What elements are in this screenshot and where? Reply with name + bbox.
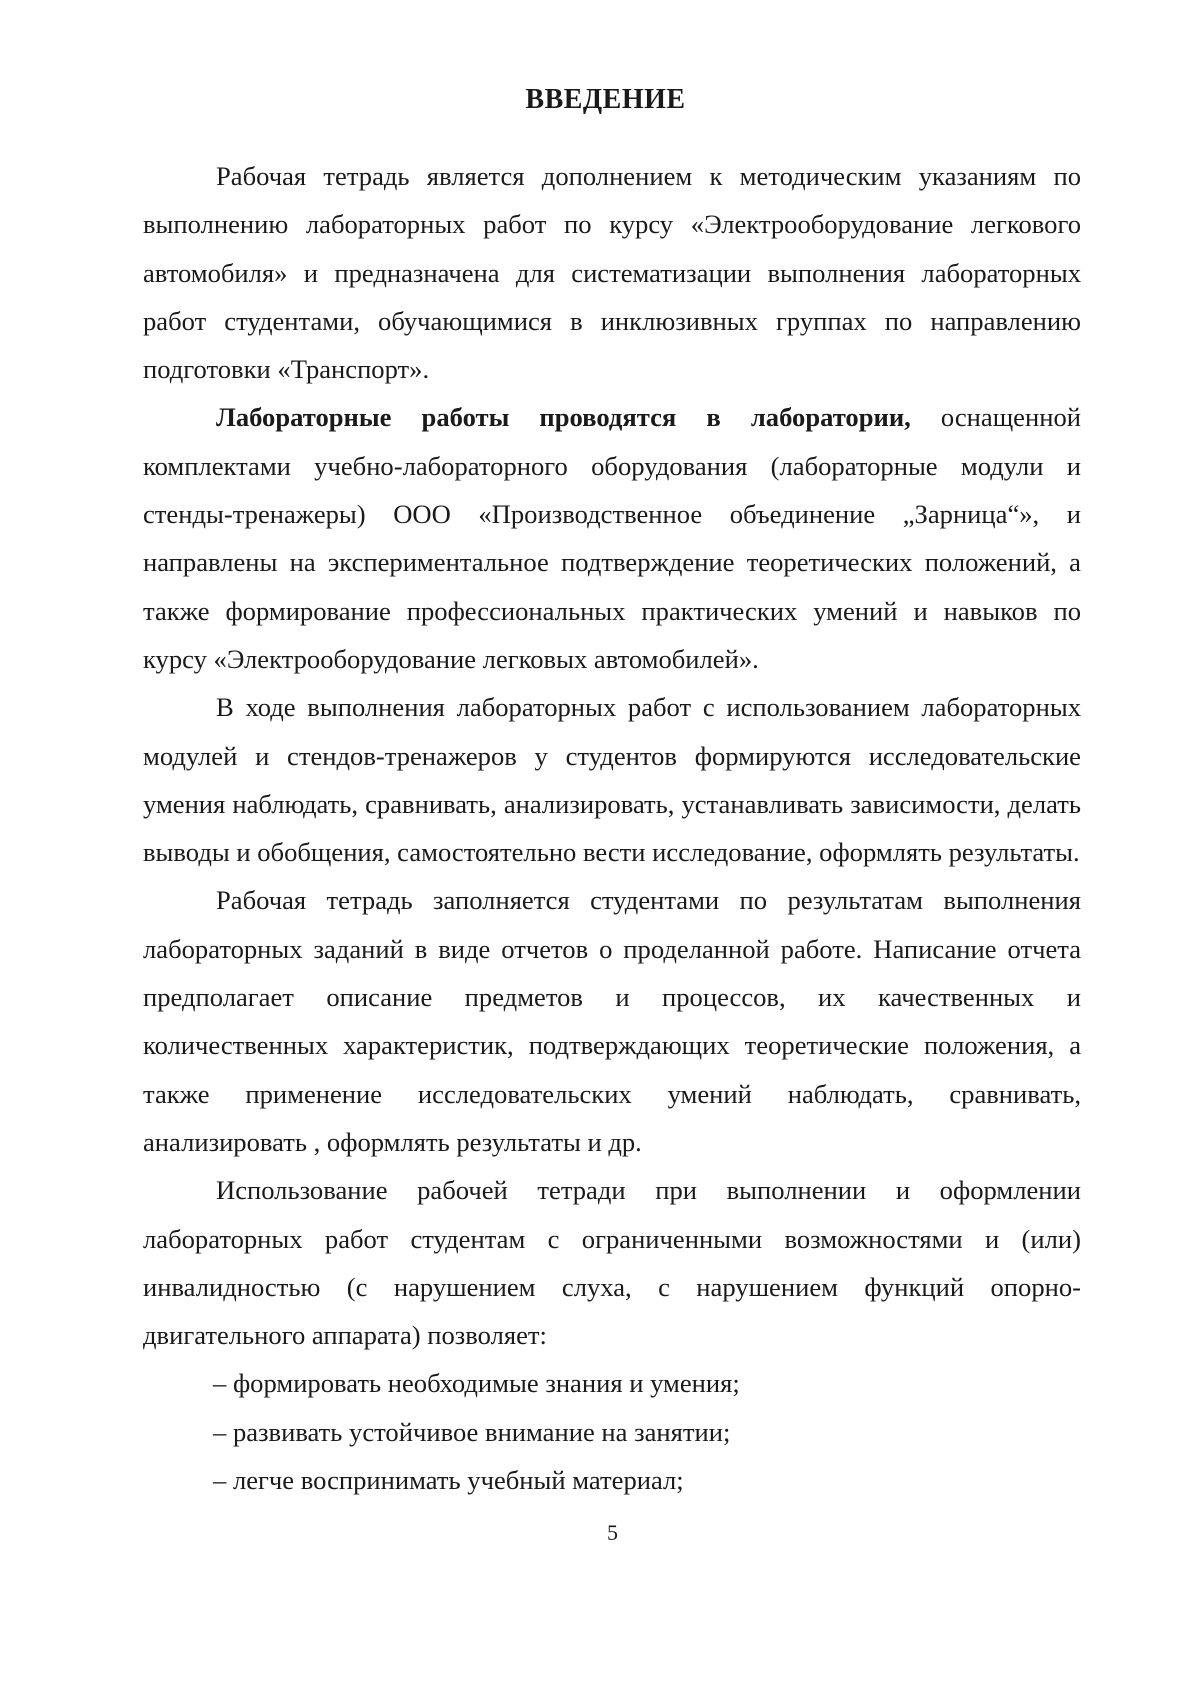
paragraph-skills — [143, 683, 1081, 876]
paragraph-intro — [143, 152, 1081, 393]
paragraph-text: Рабочая тетрадь является дополнением к методическим указаниям по выполнению лабораторных работ по курсу «Электрооборудование легкового автомобиля» и предназначена для систематизации выполнения лабораторных работ студентами, обучающимися в инклюзивных группах по направлению подготовки «Транспорт». — [143, 161, 1081, 385]
paragraph-text: оснащенной комплектами учебно-лабораторного оборудования (лабораторные модули и стенды-тренажеры) ООО «Производственное объединение „Зарница“», и направлены на экспериментальное подтверждение теоретических положений, а также формирование профессиональных практических умений и навыков по курсу «Электрооборудование легковых автомобилей». — [143, 402, 1081, 674]
list-item: – легче воспринимать учебный материал; — [213, 1465, 684, 1496]
paragraph-text: Рабочая тетрадь заполняется студентами по результатам выполнения лабораторных заданий в виде отчетов о проделанной работе. Написание отчета предполагает описание предметов и процессов, их качественных и количественных характеристик, подтверждающих теоретические положения, а также применение исследовательских умений наблюдать, сравнивать, анализировать , оформлять результаты и др. — [143, 885, 1081, 1157]
list-item: – развивать устойчивое внимание на занятии; — [213, 1416, 731, 1447]
benefits-list — [143, 1359, 1081, 1504]
paragraph-reports — [143, 876, 1081, 1166]
document-body — [143, 152, 1081, 1504]
page-number: 5 — [607, 1520, 618, 1545]
page-title: ВВЕДЕНИЕ — [525, 84, 686, 115]
paragraph-laboratory — [143, 393, 1081, 683]
paragraph-text: Использование рабочей тетради при выполнении и оформлении лабораторных работ студентам с ограниченными возможностями и (или) инвалидностью (с нарушением слуха, с нарушением функций опорно-двигательного аппарата) позволяет: — [143, 1175, 1081, 1351]
paragraph-text: В ходе выполнения лабораторных работ с использованием лабораторных модулей и стендов-тренажеров у студентов формируются исследовательские умения наблюдать, сравнивать, анализировать, устанавливать зависимости, делать выводы и обобщения, самостоятельно вести исследование, оформлять результаты. — [143, 692, 1081, 868]
paragraph-usage — [143, 1166, 1081, 1359]
list-item: – формировать необходимые знания и умения; — [213, 1368, 740, 1399]
paragraph-bold-lead: Лабораторные работы проводятся в лаборатории, — [216, 402, 911, 433]
